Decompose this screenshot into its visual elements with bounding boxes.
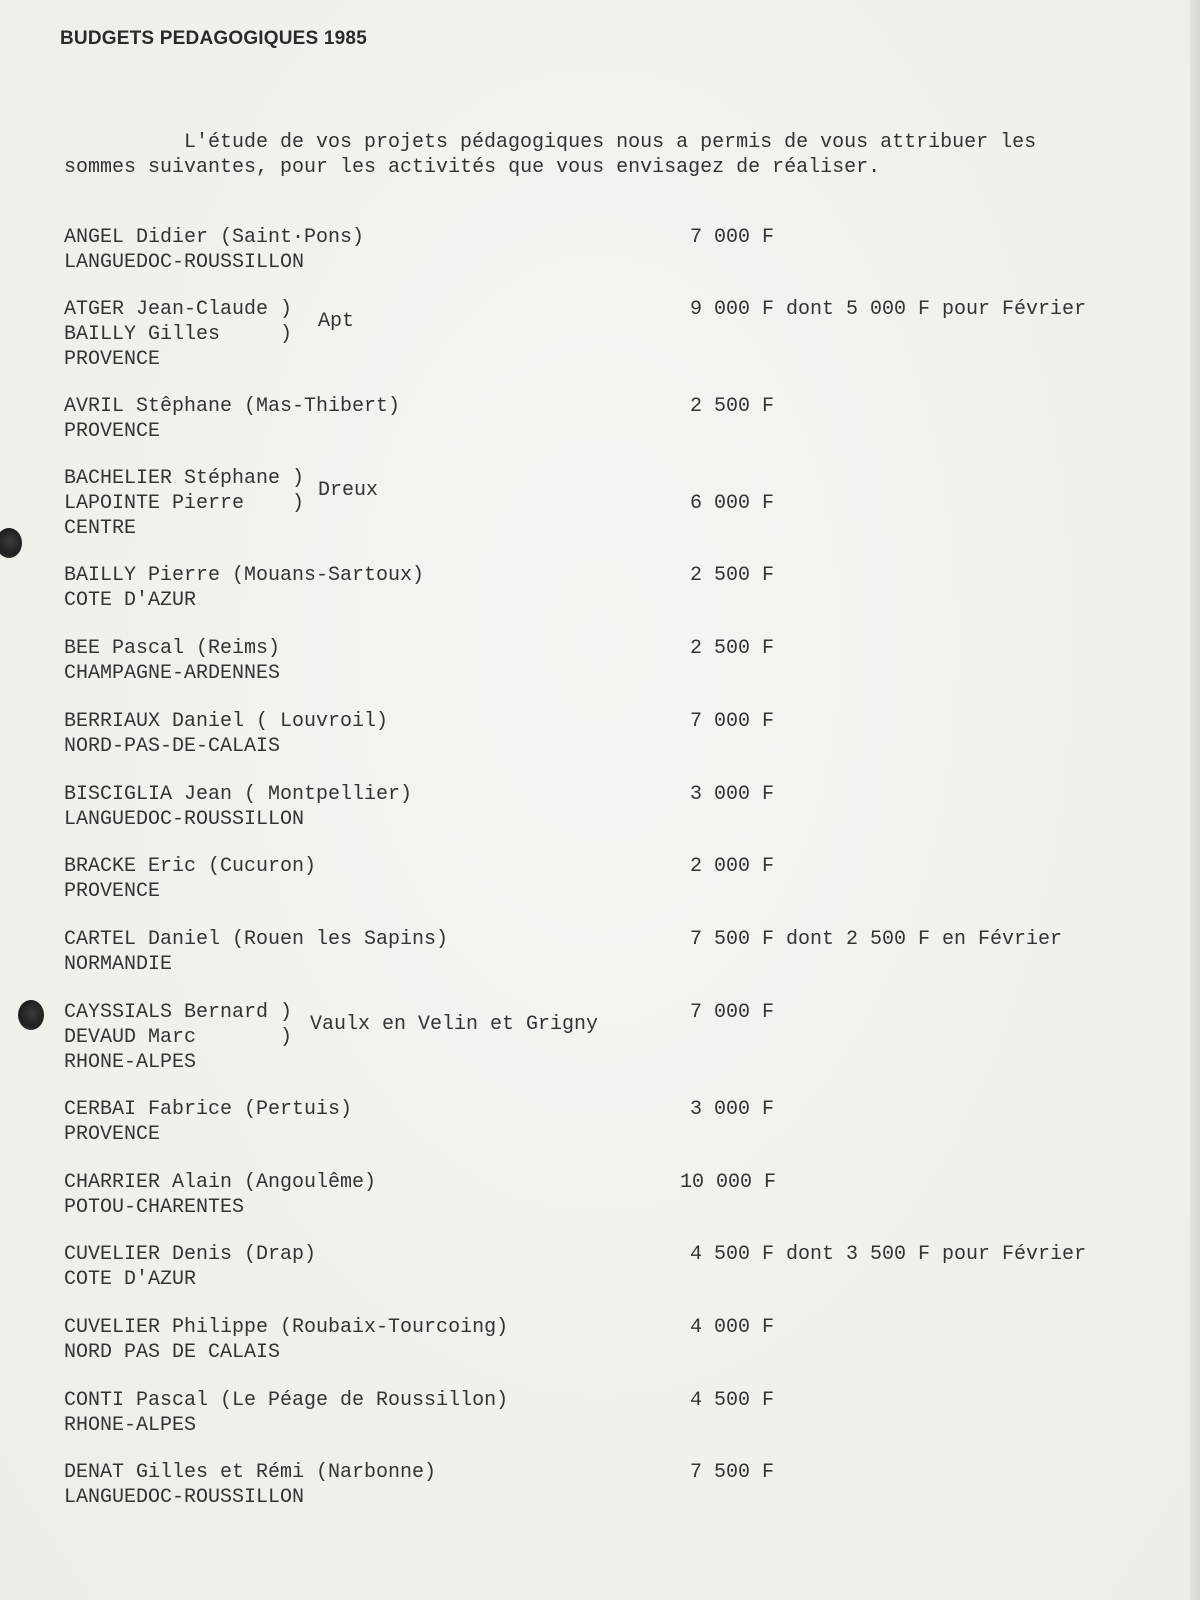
- entry-amount: 9 000 F dont 5 000 F pour Février: [690, 298, 1087, 321]
- entry-amount: 7 500 F dont 2 500 F en Février: [690, 928, 1063, 951]
- page-title: BUDGETS PEDAGOGIQUES 1985: [60, 28, 367, 49]
- entry-amount: 4 500 F: [690, 1389, 775, 1412]
- entry-names: [64, 563, 684, 613]
- entry-name-line: CONTI Pascal (Le Péage de Roussillon): [64, 1389, 509, 1412]
- entry-name-line: AVRIL Stêphane (Mas-Thibert): [64, 395, 401, 418]
- entry-name-line: BISCIGLIA Jean ( Montpellier): [64, 783, 413, 806]
- entry-region: POTOU-CHARENTES: [64, 1196, 245, 1219]
- entry-region: PROVENCE: [64, 348, 161, 371]
- entry-region: CENTRE: [64, 517, 137, 540]
- entry-name-line: CERBAI Fabrice (Pertuis): [64, 1098, 353, 1121]
- entry-name-line: ANGEL Didier (Saint·Pons): [64, 226, 365, 249]
- entry-amount: 4 500 F dont 3 500 F pour Février: [690, 1243, 1087, 1266]
- entry-names: [64, 927, 684, 977]
- entry-region: PROVENCE: [64, 880, 161, 903]
- entry-name-line: DENAT Gilles et Rémi (Narbonne): [64, 1461, 437, 1484]
- entry-region: LANGUEDOC-ROUSSILLON: [64, 808, 305, 831]
- entry-names: [64, 394, 684, 444]
- entry-name-line: CHARRIER Alain (Angoulême): [64, 1171, 377, 1194]
- entry-amount: 10 000 F: [680, 1171, 777, 1194]
- entry-amount: 2 000 F: [690, 855, 775, 878]
- entry-name-line: BERRIAUX Daniel ( Louvroil): [64, 710, 389, 733]
- entry-region: COTE D'AZUR: [64, 589, 197, 612]
- entry-names: [64, 636, 684, 686]
- entry-amount: 3 000 F: [690, 783, 775, 806]
- entry-name-line: LAPOINTE Pierre ): [64, 492, 305, 515]
- entry-names: [64, 854, 684, 904]
- entry-amount: 2 500 F: [690, 637, 775, 660]
- entry-region: NORD PAS DE CALAIS: [64, 1341, 281, 1364]
- entry-names: [64, 1242, 684, 1292]
- entry-name-line: CUVELIER Philippe (Roubaix-Tourcoing): [64, 1316, 509, 1339]
- entry-region: PROVENCE: [64, 420, 161, 443]
- entry-region: CHAMPAGNE-ARDENNES: [64, 662, 281, 685]
- entry-names: [64, 1388, 684, 1438]
- entry-names: [64, 1315, 684, 1365]
- entry-region: PROVENCE: [64, 1123, 161, 1146]
- entry-names: [64, 225, 684, 275]
- entry-names: [64, 1170, 684, 1220]
- entry-place: Vaulx en Velin et Grigny: [310, 1013, 599, 1036]
- page-edge: [1190, 0, 1200, 1600]
- entry-names: [64, 1460, 684, 1510]
- entry-name-line: CARTEL Daniel (Rouen les Sapins): [64, 928, 449, 951]
- entry-region: RHONE-ALPES: [64, 1414, 197, 1437]
- punch-hole: [0, 528, 22, 558]
- entry-amount: 4 000 F: [690, 1316, 775, 1339]
- entry-name-line: CUVELIER Denis (Drap): [64, 1243, 317, 1266]
- entry-amount: 7 000 F: [690, 710, 775, 733]
- entry-name-line: BACHELIER Stéphane ): [64, 467, 305, 490]
- entry-amount: 2 500 F: [690, 564, 775, 587]
- entry-amount: 7 500 F: [690, 1461, 775, 1484]
- entry-region: RHONE-ALPES: [64, 1051, 197, 1074]
- entry-name-line: BEE Pascal (Reims): [64, 637, 281, 660]
- intro-paragraph: [64, 130, 1064, 180]
- entry-amount: 3 000 F: [690, 1098, 775, 1121]
- entry-place: Dreux: [318, 479, 379, 502]
- entry-name-line: BAILLY Pierre (Mouans-Sartoux): [64, 564, 425, 587]
- punch-hole: [18, 1000, 44, 1030]
- entry-amount: 7 000 F: [690, 226, 775, 249]
- entry-region: NORD-PAS-DE-CALAIS: [64, 735, 281, 758]
- entry-amount: 6 000 F: [690, 492, 775, 515]
- entry-name-line: BRACKE Eric (Cucuron): [64, 855, 317, 878]
- entry-region: LANGUEDOC-ROUSSILLON: [64, 251, 305, 274]
- entry-name-line: CAYSSIALS Bernard ): [64, 1001, 293, 1024]
- entry-region: COTE D'AZUR: [64, 1268, 197, 1291]
- entry-region: NORMANDIE: [64, 953, 173, 976]
- entry-name-line: BAILLY Gilles ): [64, 323, 293, 346]
- intro-line: L'étude de vos projets pédagogiques nous a permis de vous attribuer les: [184, 131, 1037, 154]
- intro-line: sommes suivantes, pour les activités que vous envisagez de réaliser.: [64, 156, 881, 179]
- entry-name-line: ATGER Jean-Claude ): [64, 298, 293, 321]
- entry-place: Apt: [318, 310, 355, 333]
- entry-name-line: DEVAUD Marc ): [64, 1026, 293, 1049]
- entry-region: LANGUEDOC-ROUSSILLON: [64, 1486, 305, 1509]
- entry-names: [64, 709, 684, 759]
- entry-amount: 7 000 F: [690, 1001, 775, 1024]
- entry-amount: 2 500 F: [690, 395, 775, 418]
- entry-names: [64, 297, 684, 372]
- entry-names: [64, 782, 684, 832]
- entry-names: [64, 1097, 684, 1147]
